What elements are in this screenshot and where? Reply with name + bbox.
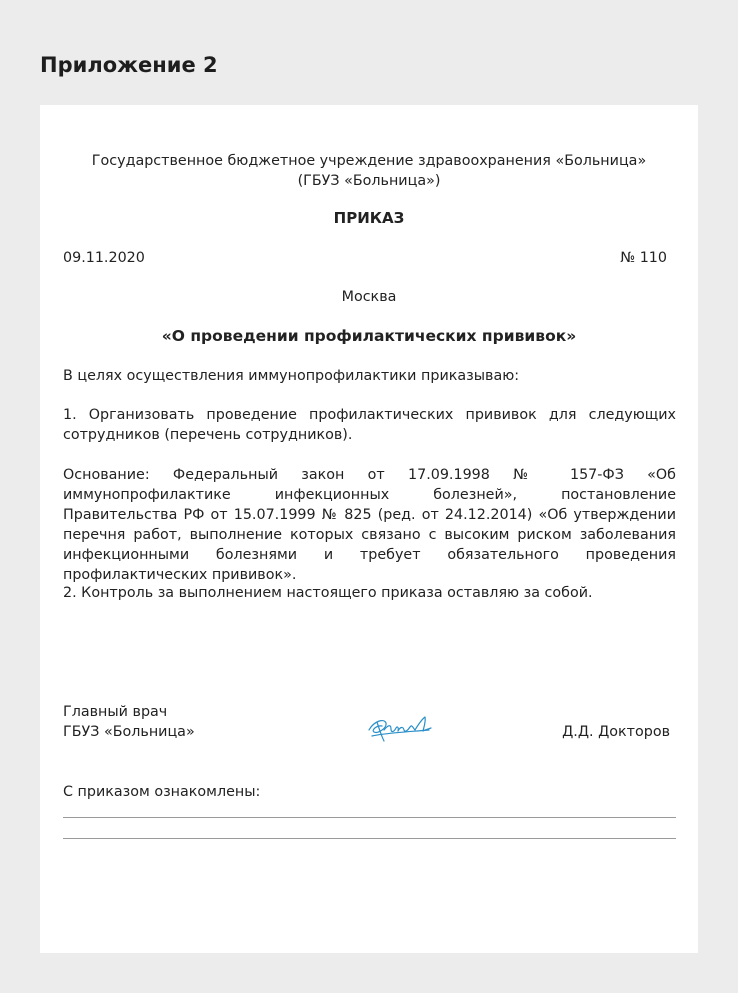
appendix-heading: Приложение 2 — [40, 53, 218, 77]
acknowledgement-label: С приказом ознакомлены: — [63, 784, 261, 800]
order-city: Москва — [341, 289, 397, 305]
signatory-name: Д.Д. Докторов — [562, 724, 670, 740]
organization-header — [40, 151, 698, 191]
document-type-title: ПРИКАЗ — [333, 209, 405, 227]
order-date: 09.11.2020 — [63, 250, 145, 266]
signatory-position: Главный врач — [63, 704, 168, 720]
signatory-block — [63, 702, 195, 742]
order-item-1: 1. Организовать проведение профилактических прививок для следующих сотрудников (перечень сотрудников). — [63, 407, 676, 443]
organization-short-name: (ГБУЗ «Больница») — [297, 173, 441, 189]
order-basis: Основание: Федеральный закон от 17.09.1998 № 157-ФЗ «Об иммунопрофилактике инфекционных болезней», постановление Правительства РФ от 15.07.1999 № 825 (ред. от 24.12.2014) «Об утверждении перечня работ, выполнение которых связано с высоким риском заболевания инфекционными болезнями и требует обязательного проведения профилактических прививок». — [63, 467, 676, 583]
organization-full-name: Государственное бюджетное учреждение здравоохранения «Больница» — [91, 153, 647, 169]
acknowledgement-line-1 — [63, 817, 676, 818]
order-subject: «О проведении профилактических прививок» — [161, 327, 577, 345]
document-page — [40, 105, 698, 953]
order-intro: В целях осуществления иммунопрофилактики приказываю: — [63, 368, 520, 384]
handwritten-signature-icon — [365, 708, 435, 746]
order-number: № 110 — [620, 250, 667, 266]
order-item-2: 2. Контроль за выполнением настоящего приказа оставляю за собой. — [63, 585, 593, 601]
acknowledgement-line-2 — [63, 838, 676, 839]
signatory-organization: ГБУЗ «Больница» — [63, 724, 195, 740]
